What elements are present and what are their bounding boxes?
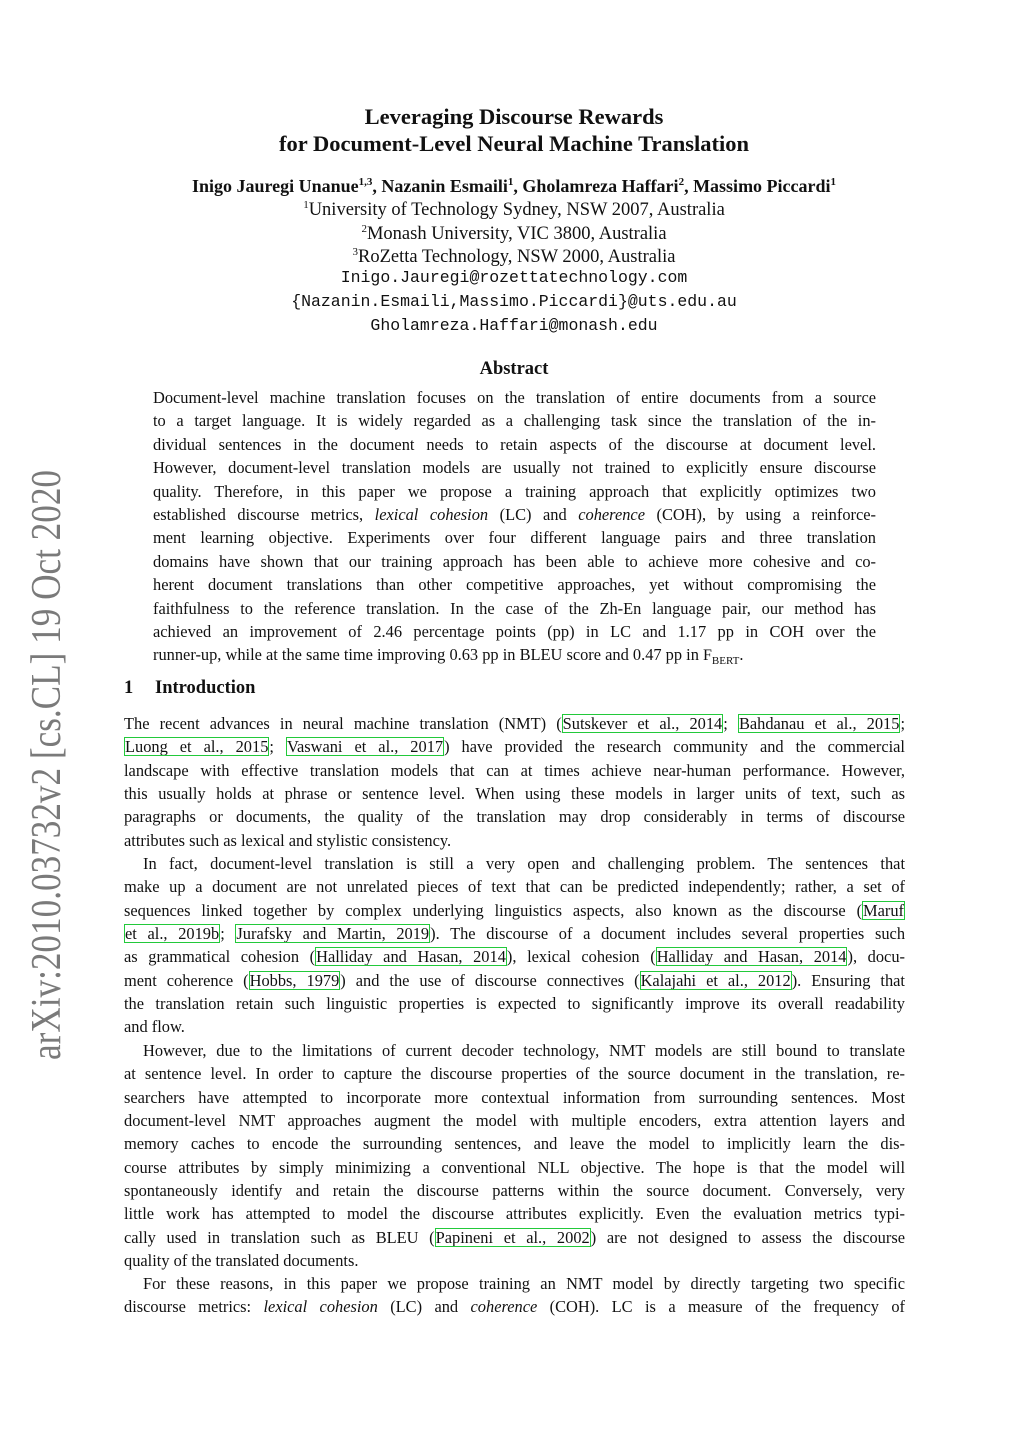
paragraph-line: sequences linked together by complex underlying linguistics aspects, also known as the discourse (Maruf (124, 900, 904, 920)
paragraph (124, 1039, 905, 1272)
citation-link[interactable]: Sutskever et al., 2014 (562, 714, 723, 733)
paragraph-line: In fact, document-level translation is still a very open and challenging problem. The sentences that (143, 854, 905, 873)
citation-link[interactable]: Kalajahi et al., 2012 (640, 970, 791, 990)
email-address[interactable]: Gholamreza.Haffari@monash.edu (370, 316, 658, 335)
arxiv-identifier-text: arXiv:2010.03732v2 [cs.CL] 19 Oct 2020 (24, 470, 70, 1060)
paragraph-line: and flow. (124, 1017, 185, 1037)
paragraph-line: Luong et al., 2015; Vaswani et al., 2017) have provided the research community and the commercial (125, 737, 905, 757)
paragraph-line: make up a document are not unrelated pieces of text that can be predicted independently; rather, a set of (124, 877, 905, 897)
paragraph-line: attributes such as lexical and stylistic consistency. (124, 830, 452, 850)
citation-link[interactable]: Papineni et al., 2002 (435, 1227, 590, 1247)
citation-link[interactable]: Maruf (863, 900, 904, 920)
paragraph-line: landscape with effective translation models that can at times achieve near-human performance. However, (124, 760, 905, 780)
paragraph-line: memory caches to encode the surrounding sentences, and leave the model to implicitly learn the dis- (124, 1134, 905, 1154)
abstract-body (153, 386, 876, 667)
paragraph-line: However, due to the limitations of current decoder technology, NMT models are still bound to translate (143, 1041, 905, 1060)
author-name: Nazanin Esmaili (381, 176, 508, 196)
abstract-line: to a target language. It is widely regarded as a challenging task since the translation of the in- (153, 411, 876, 431)
section-number: 1 (124, 678, 134, 698)
paragraph-line: For these reasons, in this paper we propose training an NMT model by directly targeting two specific (143, 1274, 905, 1293)
paragraph-line: et al., 2019b; Jurafsky and Martin, 2019). The discourse of a document includes several properties such (125, 924, 906, 944)
citation-link[interactable]: et al., 2019b (125, 924, 220, 944)
paragraph-line: cally used in translation such as BLEU (Papineni et al., 2002) are not designed to assess the discourse (124, 1227, 905, 1247)
author-name: Gholamreza Haffari (522, 176, 679, 196)
paragraph-line: at sentence level. In order to capture the discourse properties of the source document in the translation, re- (124, 1064, 905, 1084)
abstract-line: runner-up, while at the same time improving 0.63 pp in BLEU score and 0.47 pp in $F_{BERT}$. (153, 645, 744, 668)
affiliation-line: $^2$Monash University, VIC 3800, Australia (361, 223, 667, 245)
paragraph (124, 1272, 905, 1319)
abstract-line: achieved an improvement of 2.46 percentage points (pp) in LC and 1.17 pp in COH over the (153, 621, 876, 641)
title-line-1: Leveraging Discourse Rewards (364, 104, 664, 129)
paragraph-line: as grammatical cohesion (Halliday and Hasan, 2014), lexical cohesion (Halliday and Hasan, 2014), docu- (124, 947, 905, 967)
paragraph-line: the translation retain such linguistic properties is expected to significantly improve its overall readability (124, 994, 905, 1014)
abstract-line: quality. Therefore, in this paper we propose a training approach that explicitly optimizes two (153, 481, 876, 501)
citation-link[interactable]: Bahdanau et al., 2015 (738, 714, 900, 733)
email-address[interactable]: {Nazanin.Esmaili,Massimo.Piccardi}@uts.edu.au (291, 292, 737, 311)
citation-link[interactable]: Halliday and Hasan, 2014 (316, 947, 506, 967)
abstract-line: However, document-level translation models are usually not trained to explicitly ensure discourse (153, 458, 876, 478)
abstract-heading: Abstract (479, 359, 549, 379)
paragraph-line: paragraphs or documents, the quality of the translation may drop considerably in terms of discourse (124, 807, 905, 827)
paragraph-line: document-level NMT approaches augment the model with multiple encoders, extra attention layers and (124, 1111, 905, 1131)
citation-link[interactable]: Halliday and Hasan, 2014 (656, 947, 847, 967)
paragraph (124, 712, 905, 852)
author-list: Inigo Jauregi Unanue$^{1,3}$, Nazanin Esmaili$^1$, Gholamreza Haffari$^2$, Massimo Piccardi$^1$ (191, 176, 837, 196)
paper-title (120, 103, 908, 157)
affiliation-line: $^3$RoZetta Technology, NSW 2000, Australia (352, 246, 676, 268)
author-affiliation-mark: 1,3 (358, 176, 373, 188)
paragraph-line: quality of the translated documents. (124, 1251, 359, 1271)
paragraph-line: this usually holds at phrase or sentence level. When using these models in larger units of text, such as (124, 784, 905, 804)
author-affiliation-mark: 2 (678, 176, 685, 188)
abstract-line: dividual sentences in the document needs to retain aspects of the discourse at document level. (153, 434, 876, 454)
citation-link[interactable]: Hobbs, 1979 (249, 970, 340, 990)
citation-link[interactable]: Vaswani et al., 2017 (286, 737, 444, 757)
author-affiliation-mark: 1 (507, 176, 514, 188)
paragraph-line: discourse metrics: lexical cohesion (LC) and coherence (COH). LC is a measure of the frequency of (124, 1297, 905, 1317)
abstract-line: Document-level machine translation focuses on the translation of entire documents from a source (153, 388, 876, 407)
abstract-line: ment learning objective. Experiments over four different language pairs and three translation (153, 528, 876, 548)
fbert-symbol: $F_{BERT}$ (703, 647, 740, 668)
paragraph-line: searchers have attempted to incorporate more contextual information from surrounding sentences. Most (124, 1087, 905, 1107)
paragraph-line: ment coherence (Hobbs, 1979) and the use of discourse connectives (Kalajahi et al., 2012). Ensuring that (124, 970, 905, 990)
abstract-line: herent document translations than other competitive approaches, yet without compromising the (153, 575, 876, 595)
section-title: Introduction (155, 678, 256, 698)
author-name: Inigo Jauregi Unanue (191, 176, 359, 196)
author-affiliation-mark: 1 (830, 176, 837, 188)
title-line-2: for Document-Level Neural Machine Translation (279, 131, 749, 156)
section-heading-introduction (124, 676, 255, 700)
affiliation-line: $^1$University of Technology Sydney, NSW 2007, Australia (303, 199, 725, 221)
citation-link[interactable]: Jurafsky and Martin, 2019 (236, 924, 430, 944)
abstract-line: domains have shown that our training approach has been able to achieve more cohesive and co- (153, 551, 876, 571)
paragraph-line: course attributes by simply minimizing a conventional NLL objective. The hope is that the model will (124, 1157, 905, 1177)
paragraph (124, 852, 905, 1039)
paragraph-line: spontaneously identify and retain the discourse patterns within the source document. Conversely, very (124, 1181, 905, 1201)
paragraph-line: little work has attempted to model the discourse attributes explicitly. Even the evaluation metrics typi- (124, 1204, 905, 1224)
paragraph-line: The recent advances in neural machine translation (NMT) (Sutskever et al., 2014; Bahdanau et al., 2015; (124, 714, 905, 733)
citation-link[interactable]: Luong et al., 2015 (125, 737, 269, 757)
abstract-line: established discourse metrics, lexical cohesion (LC) and coherence (COH), by using a reinforce- (153, 504, 876, 524)
author-name: Massimo Piccardi (693, 176, 831, 196)
arxiv-identifier-stamp (22, 470, 72, 1070)
abstract-line: faithfulness to the reference translation. In the case of the Zh-En language pair, our method has (153, 598, 876, 618)
email-address[interactable]: Inigo.Jauregi@rozettatechnology.com (340, 268, 688, 287)
